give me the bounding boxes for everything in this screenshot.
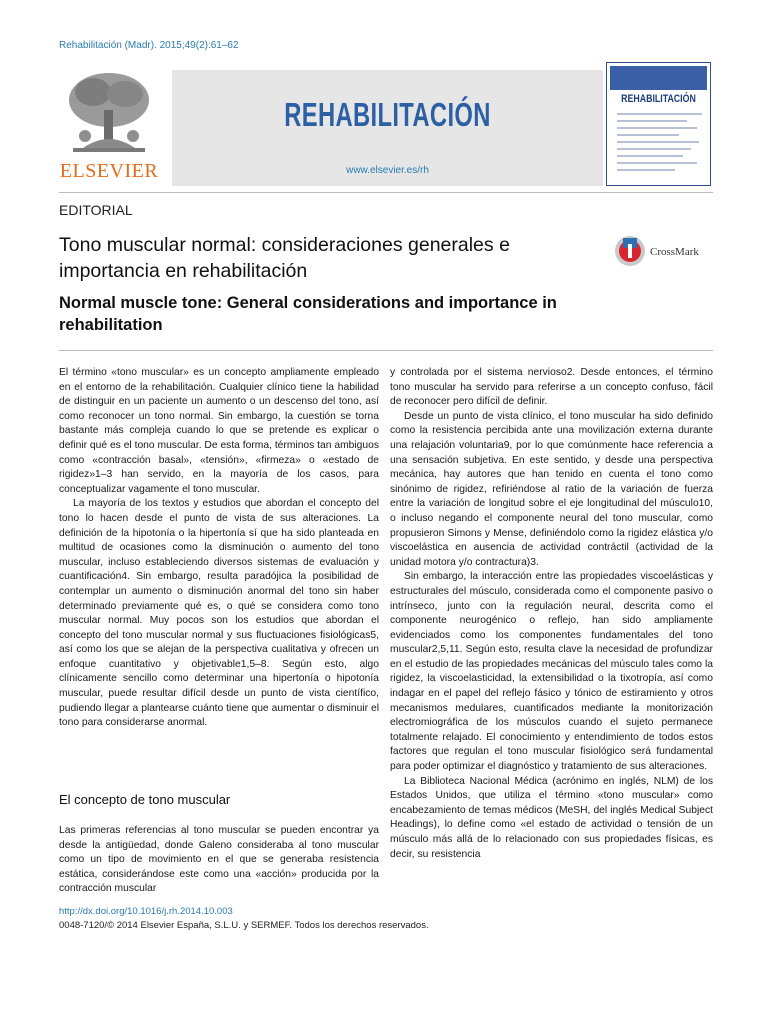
section-heading: El concepto de tono muscular xyxy=(59,792,231,807)
elsevier-tree-icon xyxy=(63,70,155,158)
paragraph: El término «tono muscular» es un concepto ampliamente empleado en el entorno de la rehabilitación. Cualquier clínico tiene la habilidad de distinguir en un paciente un aumento o un descenso del tono, así como reconocer un tono normal. Sin embargo, la cuestión se torna bastante más compleja cuando lo que se pretende es explicar o definir qué es el tono muscular. De esta forma, términos tan ambiguos como «contracción basal», «tensión», «firmeza» o «estado de rigidez»1–3 han servido, en la mayoría de los casos, para conceptualizar vagamente el tono muscular. xyxy=(59,367,379,495)
doi-link[interactable]: http://dx.doi.org/10.1016/j.rh.2014.10.003 xyxy=(59,906,233,917)
right-column xyxy=(390,366,713,862)
paragraph: La Biblioteca Nacional Médica (acrónimo en inglés, NLM) de los Estados Unidos, que utiliza el término «tono muscular» como encabezamiento de temas médicos (MeSH, del inglés Medical Subject Headings), lo define como «el estado de actividad o tensión de un músculo más allá de lo relacionado con sus propiedades físicas, es decir, su resistencia xyxy=(390,775,713,860)
left-column xyxy=(59,366,379,731)
journal-header xyxy=(59,62,713,186)
elsevier-wordmark: ELSEVIER xyxy=(59,160,159,182)
paragraph: y controlada por el sistema nervioso2. Desde entonces, el término tono muscular ha servido para referirse a un concepto confuso, fácil de reconocer pero difícil de definir. xyxy=(390,367,713,408)
section-label: EDITORIAL xyxy=(59,202,133,218)
paragraph: Desde un punto de vista clínico, el tono muscular ha sido definido como la resistencia percibida ante una movilización externa durante una relajación voluntaria9, por lo que comúnmente hace referencia a una sensación subjetiva. En este sentido, y desde una perspectiva mecánica, hay autores que han tenido en cuenta el tono como sinónimo de rigidez, refiriéndose al ratio de la variación de fuerza entre la variación de longitud sobre el eje longitudinal del músculo10, o incluso negando el componente neural del tono muscular, como propusieron Simons y Mense, definiéndolo como la rigidez elástica y/o viscoelástica en ausencia de actividad contráctil (actividad de la unidad motora y/o contractura)3. xyxy=(390,410,713,568)
crossmark-icon xyxy=(614,235,646,267)
paragraph: Sin embargo, la interacción entre las propiedades viscoelásticas y estructurales del músculo, considerada como el componente pasivo o intrínseco, junto con la regulación neural, descrita como el componente neurogénico o reflejo, han sido ampliamente evidenciados como los componentes fundamentales del tono muscular2,5,11. Según esto, resulta clave la necesidad de profundizar en el estudio de las propiedades mecánicas del músculo tales como la rigidez, la viscoelasticidad, la extensibilidad o la tixotropía, así como indagar en el papel del reflejo fásico y tónico de estiramiento y otros mecanismos medulares, cuantificados mediante la monitorización electromiográfica de los músculos cuando el sujeto permanece totalmente relajado. El conocimiento y entendimiento de todos estos factores que regulan el tono muscular fisiológico será fundamental para poder optimizar el diagnóstico y tratamiento de sus alteraciones. xyxy=(390,571,713,773)
paragraph: La mayoría de los textos y estudios que abordan el concepto del tono lo hacen desde el punto de vista de sus alteraciones. La definición de la hipotonía o la hipertonía sí que ha sido planteada en multitud de ocasiones como la disminución o aumento del tono muscular, incluso estableciendo diversos sistemas de evaluación y cuantificación4. Sin embargo, resulta paradójica la posibilidad de contemplar un aumento o disminución anormal del tono sin haber determinado previamente qué es, o qué se considera como tono muscular normal. Muy pocos son los estudios que abordan el concepto del tono muscular normal y sus fluctuaciones fisiológicas5, así como los que se alejan de la perspectiva cualitativa y ofrecen un enfoque cuantitativo y objetivable1,5–8. Según esto, algo clínicamente sencillo como determinar una hipertonía o hipotonía muscular, puede resultar difícil desde un punto de vista científico, pudiendo llegar a plantearse cuánto tiene que aumentar o disminuir el tono para considerarse anormal. xyxy=(59,498,379,729)
crossmark-button[interactable] xyxy=(614,235,714,269)
journal-banner xyxy=(172,70,603,186)
left-column-continued xyxy=(59,824,379,897)
copyright-notice: 0048-7120/© 2014 Elsevier España, S.L.U. y SERMEF. Todos los derechos reservados. xyxy=(59,920,429,931)
paragraph: Las primeras referencias al tono muscular se pueden encontrar ya desde la antigüedad, donde Galeno consideraba al tono muscular como un tipo de movimiento en el que se generaba resistencia estática, considerándose este como una «acción» producida por la contracción muscular xyxy=(59,825,379,895)
journal-title: REHABILITACIÓN xyxy=(284,96,491,133)
header-divider xyxy=(59,192,713,193)
elsevier-logo xyxy=(59,70,159,188)
journal-cover-image xyxy=(606,62,713,186)
crossmark-label: CrossMark xyxy=(650,246,699,258)
journal-url-link[interactable]: www.elsevier.es/rh xyxy=(346,165,429,176)
article-title-en: Normal muscle tone: General considerations and importance in rehabilitation xyxy=(59,294,557,334)
journal-citation[interactable]: Rehabilitación (Madr). 2015;49(2):61–62 xyxy=(59,40,239,51)
article-title-es: Tono muscular normal: consideraciones generales e importancia en rehabilitación xyxy=(59,234,510,282)
cover-title: REHABILITACIÓN xyxy=(621,93,696,105)
title-divider xyxy=(59,350,713,351)
